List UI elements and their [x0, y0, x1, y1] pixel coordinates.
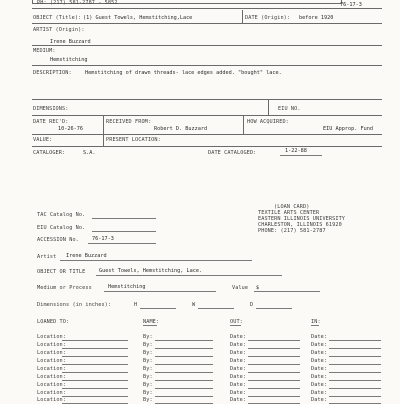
divider — [32, 146, 382, 147]
loan-row-label: By: — [143, 374, 153, 380]
loan-row-label: Date: — [311, 366, 328, 372]
height-label: H — [134, 302, 138, 308]
dimensions-label: DIMENSIONS: — [33, 106, 69, 112]
loan-row-label: Location: — [37, 397, 67, 403]
date-origin-value: before 1920 — [299, 15, 334, 21]
blank-line — [248, 364, 300, 365]
blank-line — [329, 364, 381, 365]
object-label: OBJECT (Title): — [33, 15, 82, 21]
blank-line — [155, 380, 213, 381]
dimensions-label: Dimensions (in inches): — [37, 302, 112, 308]
loan-row-label: By: — [143, 382, 153, 388]
underline — [88, 243, 156, 244]
underline — [254, 291, 320, 292]
medium-process-value: Hemstitching — [108, 284, 146, 290]
blank-line — [329, 380, 381, 381]
loan-row-label: Location: — [37, 382, 67, 388]
loan-card-title: (LOAN CARD) — [274, 204, 310, 210]
loan-row-label: Date: — [311, 390, 328, 396]
blank-line — [155, 388, 213, 389]
divider — [103, 115, 104, 134]
blank-line — [248, 356, 300, 357]
blank-line — [329, 372, 381, 373]
value-label: Value — [232, 285, 249, 291]
tac-catalog-label: TAC Catalog No. — [37, 212, 86, 218]
city-line: CHARLESTON, ILLINOIS 61920 — [258, 222, 342, 228]
divider — [32, 8, 382, 9]
loan-row-label: Date: — [230, 334, 247, 340]
blank-line — [248, 348, 300, 349]
divider — [32, 99, 382, 100]
blank-line — [62, 356, 128, 357]
medium-label: MEDIUM: — [33, 48, 56, 54]
object-title-label: OBJECT OR TITLE — [37, 269, 86, 275]
width-label: W — [192, 302, 196, 308]
blank-line — [155, 396, 213, 397]
loan-row-label: By: — [143, 358, 153, 364]
blank-line — [62, 348, 128, 349]
how-acquired-label: HOW ACQUIRED: — [247, 119, 289, 125]
underline — [60, 260, 252, 261]
description-value: Hemstitching of drawn threads- lace edges added. "bought" lace. — [85, 70, 282, 76]
out-header: OUT: — [230, 319, 243, 325]
loan-row-label: Date: — [311, 334, 328, 340]
phone-line: PHONE: (217) 581-2787 — [258, 228, 326, 234]
loan-row-label: By: — [143, 397, 153, 403]
artist-label: Artist — [37, 254, 57, 260]
underline — [104, 291, 216, 292]
loan-row-label: Date: — [230, 350, 247, 356]
name-header: NAME: — [143, 319, 160, 325]
loan-row-label: Date: — [311, 374, 328, 380]
blank-line — [155, 372, 213, 373]
object-title-value: Guest Towels, Hemstitching, Lace. — [99, 268, 203, 274]
blank-line — [329, 396, 381, 397]
date-received-label: DATE REC'D: — [33, 119, 69, 125]
blank-line — [62, 396, 128, 397]
loan-row-label: Location: — [37, 334, 67, 340]
artist-value: Irene Buzzard — [50, 39, 91, 45]
loan-row-label: Date: — [311, 350, 328, 356]
loan-row-label: Date: — [311, 382, 328, 388]
divider — [242, 10, 243, 23]
received-from-label: RECEIVED FROM: — [106, 119, 152, 125]
loan-row-label: Location: — [37, 358, 67, 364]
underline — [311, 325, 319, 326]
value-label: VALUE: — [33, 137, 53, 143]
phone-line: PH: (217) 581-2787 - 5852 — [37, 0, 118, 6]
depth-label: D — [250, 302, 254, 308]
divider — [32, 65, 382, 66]
loan-row-label: Location: — [37, 390, 67, 396]
divider — [243, 115, 244, 134]
loan-row-label: Date: — [230, 390, 247, 396]
loan-row-label: Date: — [311, 342, 328, 348]
blank-line — [62, 380, 128, 381]
loan-row-label: Location: — [37, 342, 67, 348]
blank-line — [248, 388, 300, 389]
loan-row-label: Date: — [230, 374, 247, 380]
blank-line — [62, 364, 128, 365]
loan-row-label: Date: — [230, 358, 247, 364]
date-cataloged-value: 1-22-88 — [285, 148, 307, 154]
accession-label: ACCESSION No. — [37, 237, 79, 243]
blank-line — [329, 356, 381, 357]
blank-line — [155, 356, 213, 357]
loan-row-label: By: — [143, 334, 153, 340]
university-name: EASTERN ILLINOIS UNIVERSITY — [258, 216, 346, 222]
description-label: DESCRIPTION: — [33, 70, 72, 76]
artist-value: Irene Buzzard — [66, 253, 107, 259]
divider — [103, 134, 104, 146]
date-cataloged-label: DATE CATALOGED: — [208, 150, 257, 156]
how-acquired-value: EIU Approp. Fund — [323, 126, 373, 132]
in-header: IN: — [311, 319, 321, 325]
blank-line — [62, 372, 128, 373]
blank-line — [155, 364, 213, 365]
loan-row-label: By: — [143, 390, 153, 396]
loan-row-label: Date: — [311, 397, 328, 403]
loan-row-label: By: — [143, 350, 153, 356]
blank-line — [248, 396, 300, 397]
value-value: $ — [256, 285, 260, 291]
date-origin-label: DATE (Origin): — [245, 15, 291, 21]
eiu-no-label: EIU NO. — [278, 106, 301, 112]
object-value: (1) Guest Towels, Hemstitching,Lace — [83, 15, 193, 21]
blank-line — [329, 388, 381, 389]
underline — [140, 308, 176, 309]
blank-line — [329, 348, 381, 349]
accession-value: 76-17-3 — [92, 236, 114, 242]
received-from-value: Robert D. Buzzard — [154, 126, 208, 132]
loan-row-label: Date: — [230, 382, 247, 388]
blank-line — [62, 388, 128, 389]
cataloger-label: CATALOGER: — [33, 150, 66, 156]
blank-line — [248, 372, 300, 373]
loan-row-label: Date: — [230, 342, 247, 348]
loan-row-label: By: — [143, 366, 153, 372]
underline — [230, 325, 241, 326]
underline — [198, 308, 234, 309]
medium-process-label: Medium or Process — [37, 285, 92, 291]
center-name: TEXTILE ARTS CENTER — [258, 210, 320, 216]
blank-line — [155, 348, 213, 349]
underline — [96, 275, 282, 276]
divider — [268, 99, 269, 115]
divider — [32, 115, 382, 116]
medium-value: Hemstitching — [50, 57, 88, 63]
underline — [256, 308, 292, 309]
divider — [32, 45, 382, 46]
loan-row-label: Location: — [37, 366, 67, 372]
artist-label: ARTIST (Origin): — [33, 27, 85, 33]
divider — [32, 23, 382, 24]
loan-row-label: Location: — [37, 374, 67, 380]
blank-line — [329, 340, 381, 341]
underline — [280, 155, 322, 156]
underline — [92, 231, 156, 232]
loan-row-label: Date: — [230, 397, 247, 403]
underline — [143, 325, 157, 326]
blank-line — [62, 340, 128, 341]
date-received-value: 10-26-76 — [58, 126, 83, 132]
cataloger-value: S.A. — [83, 150, 96, 156]
blank-line — [155, 340, 213, 341]
loan-row-label: Date: — [230, 366, 247, 372]
eiu-catalog-label: EIU Catalog No. — [37, 225, 86, 231]
loan-row-label: By: — [143, 342, 153, 348]
loaned-to-header: LOANED TO: — [37, 319, 70, 325]
loan-row-label: Date: — [311, 358, 328, 364]
blank-line — [248, 380, 300, 381]
underline — [92, 218, 156, 219]
loan-row-label: Location: — [37, 350, 67, 356]
catalog-number: 76-17-3 — [340, 2, 362, 8]
divider — [32, 134, 382, 135]
present-location-label: PRESENT LOCATION: — [106, 137, 161, 143]
blank-line — [248, 340, 300, 341]
